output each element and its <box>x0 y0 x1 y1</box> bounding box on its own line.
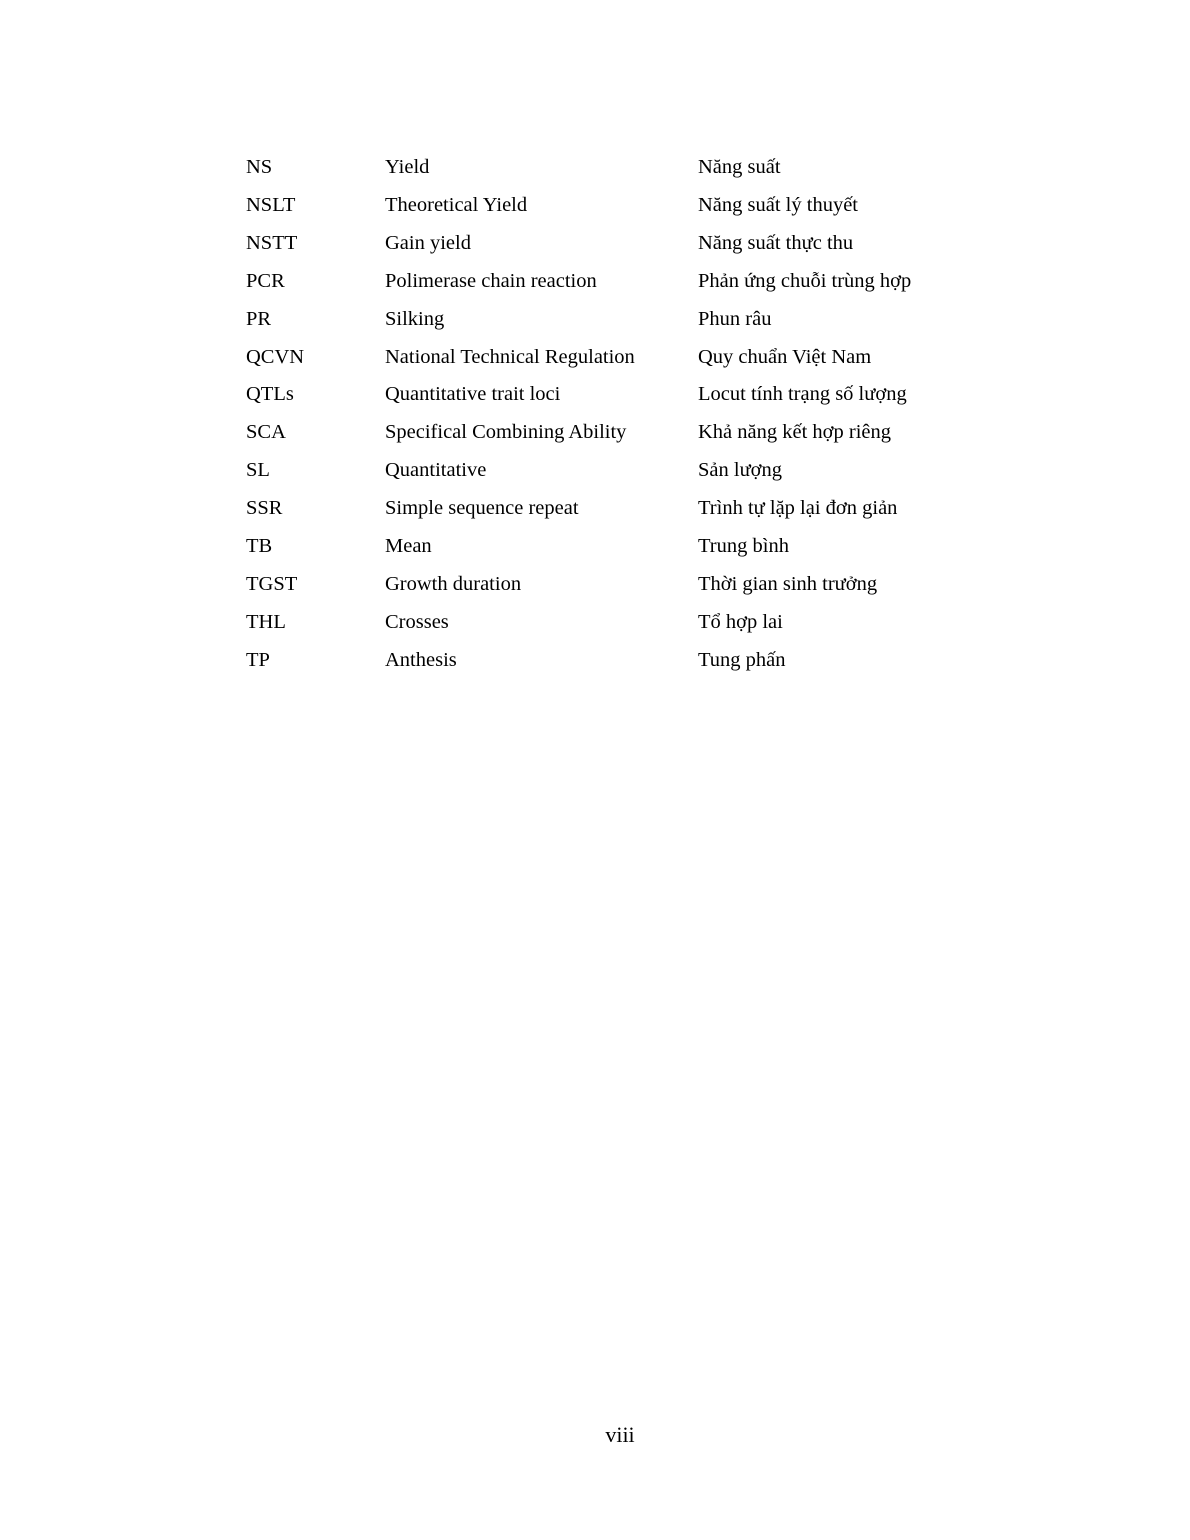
table-row <box>246 490 958 528</box>
vietnamese-term-cell: Quy chuẩn Việt Nam <box>698 345 872 368</box>
vietnamese-term-cell: Trung bình <box>698 535 789 558</box>
table-row <box>246 225 958 263</box>
abbreviation-cell: SCA <box>246 421 286 444</box>
abbreviation-cell: PCR <box>246 269 285 292</box>
abbreviation-cell: TP <box>246 648 270 671</box>
english-term-cell: Quantitative trait loci <box>385 383 561 406</box>
english-term-cell: Polimerase chain reaction <box>385 269 597 292</box>
table-row <box>246 301 958 339</box>
table-row <box>246 528 958 566</box>
vietnamese-term-cell: Phun râu <box>698 307 772 330</box>
english-term-cell: National Technical Regulation <box>385 345 635 368</box>
english-term-cell: Growth duration <box>385 572 522 595</box>
table-row <box>246 376 958 414</box>
vietnamese-term-cell: Locut tính trạng số lượng <box>698 383 907 406</box>
english-term-cell: Yield <box>385 156 430 178</box>
english-term-cell: Gain yield <box>385 231 471 254</box>
vietnamese-term-cell: Sản lượng <box>698 459 783 482</box>
abbreviation-table <box>246 149 958 680</box>
page-number: viii <box>605 1422 635 1447</box>
table-row <box>246 149 958 187</box>
abbreviation-cell: TGST <box>246 572 298 595</box>
abbreviation-cell: NSLT <box>246 193 296 216</box>
table-row <box>246 414 958 452</box>
abbreviation-cell: TB <box>246 535 273 558</box>
abbreviation-cell: SSR <box>246 497 283 520</box>
abbreviation-table-body <box>246 149 958 680</box>
table-row <box>246 604 958 642</box>
vietnamese-term-cell: Thời gian sinh trưởng <box>698 572 878 595</box>
abbreviation-cell: PR <box>246 307 272 330</box>
english-term-cell: Specifical Combining Ability <box>385 421 627 444</box>
abbreviation-cell: SL <box>246 459 270 482</box>
table-row <box>246 339 958 377</box>
abbreviation-cell: NS <box>246 156 273 178</box>
abbreviation-cell: QCVN <box>246 345 305 368</box>
table-row <box>246 452 958 490</box>
english-term-cell: Simple sequence repeat <box>385 497 579 520</box>
english-term-cell: Anthesis <box>385 648 457 671</box>
english-term-cell: Theoretical Yield <box>385 193 528 216</box>
vietnamese-term-cell: Phản ứng chuỗi trùng hợp <box>698 269 912 292</box>
abbreviation-cell: NSTT <box>246 231 298 254</box>
vietnamese-term-cell: Năng suất lý thuyết <box>698 193 858 216</box>
english-term-cell: Crosses <box>385 610 449 633</box>
table-row <box>246 187 958 225</box>
abbreviation-cell: QTLs <box>246 383 294 406</box>
english-term-cell: Silking <box>385 307 445 330</box>
vietnamese-term-cell: Trình tự lặp lại đơn giản <box>698 497 898 520</box>
vietnamese-term-cell: Năng suất thực thu <box>698 231 854 254</box>
vietnamese-term-cell: Khả năng kết hợp riêng <box>698 421 892 444</box>
table-row <box>246 642 958 680</box>
table-row <box>246 566 958 604</box>
vietnamese-term-cell: Tổ hợp lai <box>698 610 783 633</box>
english-term-cell: Quantitative <box>385 459 487 482</box>
vietnamese-term-cell: Năng suất <box>698 156 781 178</box>
table-row <box>246 263 958 301</box>
english-term-cell: Mean <box>385 535 432 558</box>
abbreviation-cell: THL <box>246 610 286 633</box>
vietnamese-term-cell: Tung phấn <box>698 648 786 671</box>
